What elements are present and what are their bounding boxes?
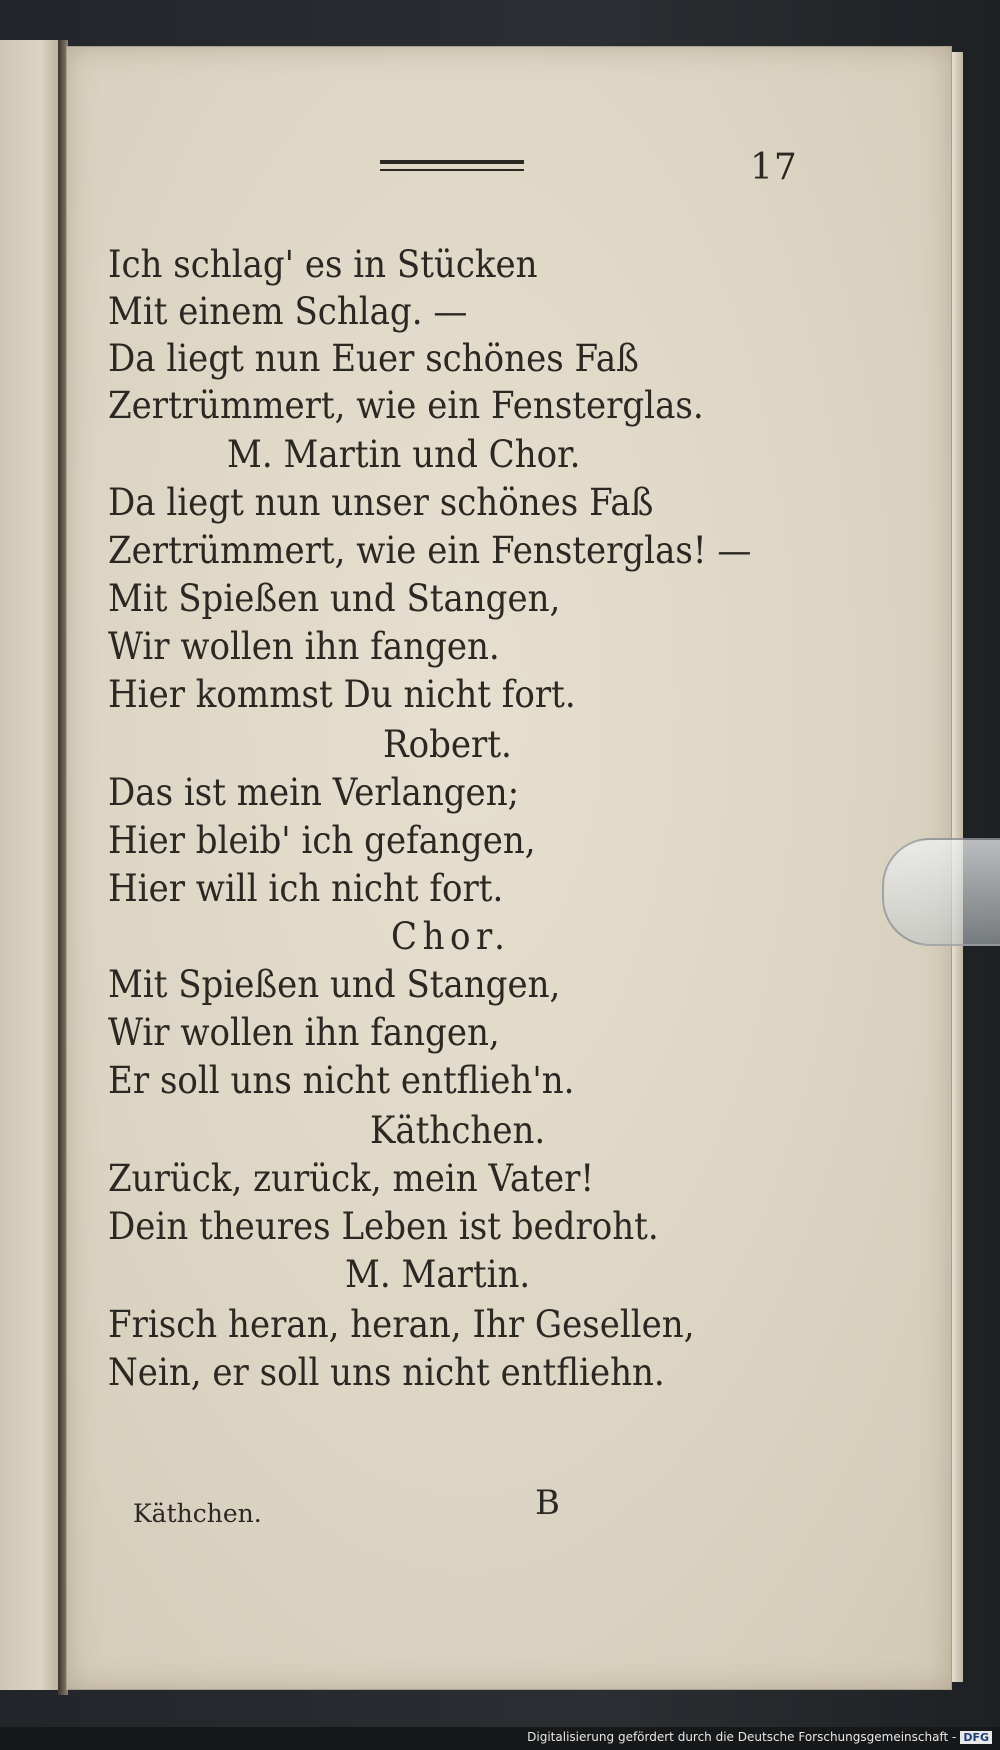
verse-line: Nein, er soll uns nicht entfliehn.	[108, 1351, 665, 1394]
verse-line: Das ist mein Verlangen;	[108, 771, 520, 814]
footer-bar	[0, 1727, 1000, 1750]
verse-line: Hier bleib' ich gefangen,	[108, 819, 536, 862]
verse-line: Ich schlag' es in Stücken	[108, 243, 538, 286]
footer-credit	[527, 1730, 992, 1744]
verse-line: Frisch heran, heran, Ihr Gesellen,	[108, 1303, 695, 1346]
book-page	[66, 46, 952, 1690]
verse-line: Hier will ich nicht fort.	[108, 867, 504, 910]
verse-line: Dein theures Leben ist bedroht.	[108, 1205, 659, 1248]
speaker-heading: M. Martin.	[345, 1253, 531, 1296]
dfg-logo-badge: DFG	[960, 1731, 992, 1744]
verse-line: Hier kommst Du nicht fort.	[108, 673, 576, 716]
header-rule	[380, 160, 524, 176]
verse-line: Mit Spießen und Stangen,	[108, 577, 561, 620]
speaker-heading: Käthchen.	[370, 1109, 546, 1152]
verse-line: Zertrümmert, wie ein Fensterglas.	[108, 384, 704, 427]
page-text	[67, 47, 951, 1689]
verse-line: Mit Spießen und Stangen,	[108, 963, 561, 1006]
verse-line: Zertrümmert, wie ein Fensterglas! —	[108, 529, 752, 572]
page-number: 17	[750, 147, 798, 188]
speaker-heading: Chor.	[391, 915, 511, 958]
verse-line: Da liegt nun unser schönes Faß	[108, 481, 654, 524]
speaker-heading: Robert.	[383, 723, 512, 766]
signature-mark: B	[535, 1483, 560, 1523]
catchword: Käthchen.	[133, 1499, 262, 1528]
verse-line: Wir wollen ihn fangen.	[108, 625, 500, 668]
left-page-edge	[0, 40, 60, 1690]
verse-line: Wir wollen ihn fangen,	[108, 1011, 500, 1054]
verse-line-text: Mit einem Schlag. —	[108, 290, 468, 333]
verse-line: Er soll uns nicht entflieh'n.	[108, 1059, 575, 1102]
verse-line: Da liegt nun Euer schönes Faß	[108, 337, 639, 380]
page-clip	[882, 838, 1000, 946]
verse-line	[108, 290, 467, 334]
verse-line: Zurück, zurück, mein Vater!	[108, 1157, 595, 1200]
footer-credit-text: Digitalisierung gefördert durch die Deutsche Forschungsgemeinschaft -	[527, 1730, 957, 1744]
speaker-heading: M. Martin und Chor.	[227, 433, 581, 476]
